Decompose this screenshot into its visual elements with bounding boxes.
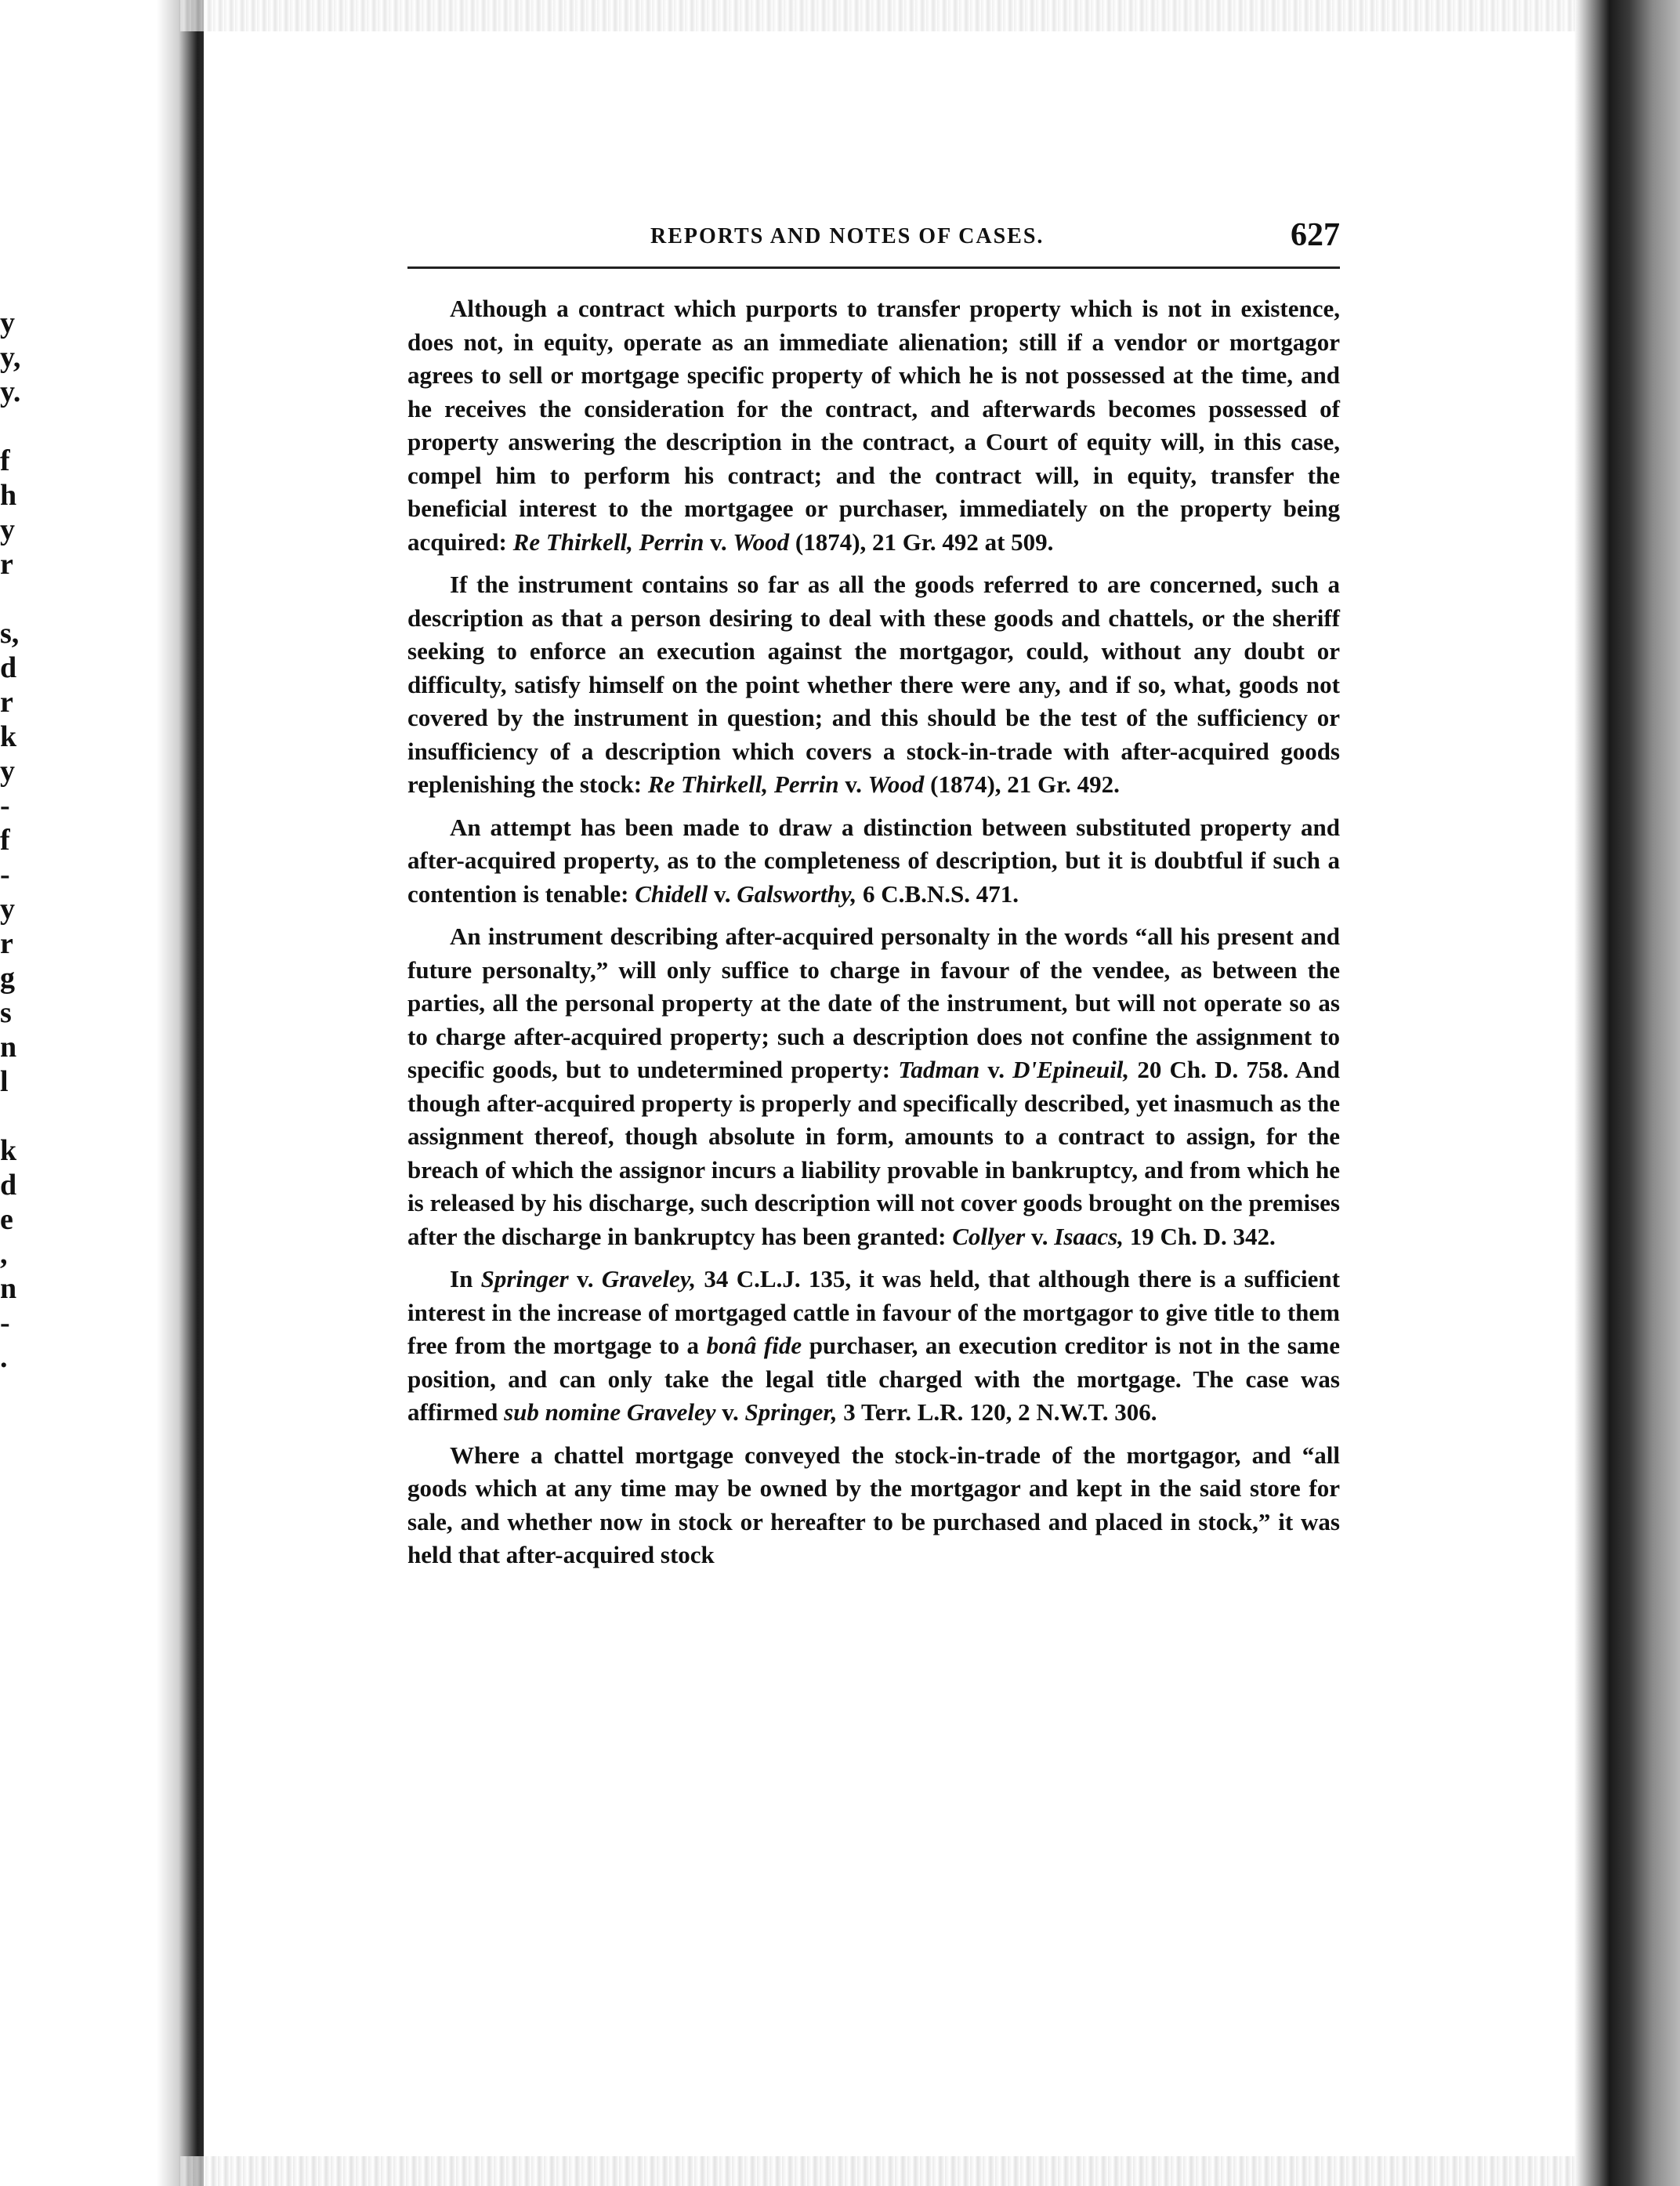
paragraph-text: Although a contract which purports to transfer property which is not in existence, does not, in equity, operate as an immediate alienation; still if a vendor or mortgagor agrees to sell or mortgage specific property of which he is not possessed at the time, and he receives the consideration for the contract, and afterwards becomes possessed of property answering the description in the contract, a Court of equity will, in this case, compel him to perform his contract; and the contract will, in equity, transfer the beneficial interest to the mortgagee or purchaser, immediately on the property being acquired:: [407, 295, 1340, 556]
bottom-scan-noise: [180, 2156, 1575, 2186]
paragraph-3: [407, 811, 1340, 912]
paragraph-text: An attempt has been made to draw a distinction between substituted property and after-acquired property, as to the completeness of description, but it is doubtful if such a contention is tenable:: [407, 813, 1340, 908]
bleed-through-glyph: k: [0, 1134, 17, 1167]
bleed-through-glyph: .: [0, 1341, 8, 1374]
case-name: Springer,: [744, 1398, 838, 1426]
paragraph-text: purchaser, an execution creditor is not in the same position, and can only take the legal title charged with the mortgage. The case was affirmed: [407, 1332, 1341, 1426]
versus: v.: [1025, 1222, 1055, 1250]
case-name: Galsworthy,: [737, 879, 857, 908]
versus: v.: [715, 1398, 745, 1426]
bleed-through-glyph: g: [0, 962, 15, 995]
paragraph-text: An instrument describing after-acquired personalty in the words “all his present and future personalty,” will only suffice to charge in favour of the vendee, as between the parties, all the personal property at the date of the instrument, but will not operate so as to charge after-acquired property; such a description does not confine the assignment to specific goods, but to undetermined property:: [407, 923, 1340, 1083]
bleed-through-glyph: y: [0, 755, 15, 788]
case-name: D'Epineuil,: [1012, 1056, 1130, 1083]
bleed-through-glyph: y: [0, 513, 15, 546]
paragraph-2: [407, 568, 1340, 802]
bleed-through-glyph: r: [0, 927, 13, 960]
top-scan-noise: [180, 0, 1575, 31]
bleed-through-glyph: y: [0, 306, 15, 339]
bleed-through-glyph: -: [0, 1307, 10, 1340]
paragraph-4: [407, 920, 1340, 1253]
versus: v.: [568, 1265, 602, 1292]
bleed-through-glyph: [0, 409, 20, 444]
header-rule: [407, 266, 1340, 269]
page-number: 627: [1291, 217, 1340, 253]
case-name: Re Thirkell, Perrin: [512, 527, 704, 556]
case-name: Tadman: [898, 1056, 980, 1083]
citation: (1874), 21 Gr. 492 at 509.: [789, 527, 1054, 556]
running-head: [407, 213, 1340, 263]
paragraph-5: [407, 1263, 1340, 1430]
bleed-through-glyph: e: [0, 1203, 13, 1236]
bleed-through-glyph: n: [0, 1031, 17, 1064]
right-page-edge: [1574, 0, 1680, 2186]
bleed-through-glyph: f: [0, 824, 10, 857]
bleed-through-glyph: -: [0, 858, 10, 891]
versus: v.: [979, 1056, 1013, 1083]
paragraph-text: 20 Ch. D. 758. And though after-acquired property is properly and specifically described, yet inasmuch as the assignment thereof, though absolute in form, amounts to a contract to assign, for the breach of which the assignor incurs a liability provable in bankruptcy, and from which he is released by his discharge, such description will not cover goods brought on the premises after the discharge in bankruptcy has been granted:: [407, 1056, 1340, 1250]
bleed-through-glyph: h: [0, 479, 17, 512]
bleed-through-glyph: [0, 1099, 20, 1133]
bleed-through-glyph: l: [0, 1065, 9, 1098]
versus: v.: [838, 770, 868, 798]
paragraph-text: In: [450, 1265, 481, 1292]
versus: v.: [704, 527, 733, 556]
versus: v.: [708, 879, 737, 908]
citation: 6 C.B.N.S. 471.: [856, 879, 1019, 908]
left-binding-shadow: [0, 0, 204, 2186]
latin-phrase: bonâ fide: [706, 1332, 802, 1359]
case-name: Wood: [733, 527, 790, 556]
bleed-through-glyph: n: [0, 1272, 17, 1305]
bleed-through-glyph: r: [0, 686, 13, 719]
paragraph-text: If the instrument contains so far as all the goods referred to are concerned, such a description as that a person desiring to deal with these goods and chattels, or the sheriff seeking to enforce an execution against the mortgagor, could, without any doubt or difficulty, satisfy himself on the point whether there were any, and if so, what, goods not covered by the instrument in question; and this should be the test of the sufficiency or insufficiency of a description which covers a stock-in-trade with after-acquired goods replenishing the stock:: [407, 571, 1340, 798]
bleed-through-glyph: [0, 582, 20, 616]
bleed-through-glyph: y.: [0, 375, 20, 408]
case-name: Wood: [867, 770, 925, 798]
bleed-through-glyph: -: [0, 789, 10, 822]
bleed-through-glyph: s,: [0, 617, 20, 650]
bleed-through-glyph: y,: [0, 341, 20, 374]
running-head-title: REPORTS AND NOTES OF CASES.: [650, 224, 1045, 248]
bleed-through-glyph: r: [0, 548, 13, 581]
paragraph-text: Where a chattel mortgage conveyed the stock-in-trade of the mortgagor, and “all goods which at any time may be owned by the mortgagor and kept in the said store for sale, and whether now in stock or hereafter to be purchased and placed in stock,” it was held that after-acquired stock: [407, 1441, 1340, 1568]
paragraph-text: 34 C.L.J. 135, it was held, that although there is a sufficient interest in the increase of mortgaged cattle in favour of the mortgagor to give title to them free from the mortgage to a: [407, 1265, 1340, 1359]
latin-phrase: sub nomine Graveley: [504, 1398, 716, 1426]
case-name: Graveley,: [601, 1265, 697, 1292]
bleed-through-glyph: k: [0, 720, 17, 753]
paragraph-6: [407, 1439, 1340, 1572]
document-page: [407, 213, 1340, 1582]
bleed-through-glyph: d: [0, 1169, 17, 1202]
facing-page-bleed-through: [0, 306, 20, 1375]
case-name: Isaacs,: [1054, 1222, 1124, 1250]
bleed-through-glyph: y: [0, 893, 15, 926]
case-name: Springer: [480, 1265, 569, 1292]
paragraph-1: [407, 292, 1340, 559]
bleed-through-glyph: f: [0, 444, 10, 477]
bleed-through-glyph: ,: [0, 1238, 8, 1271]
case-name: Re Thirkell, Perrin: [647, 770, 839, 798]
bleed-through-glyph: s: [0, 996, 12, 1029]
case-name: Chidell: [635, 879, 708, 908]
citation: (1874), 21 Gr. 492.: [924, 770, 1120, 798]
bleed-through-glyph: d: [0, 651, 17, 684]
citation: 3 Terr. L.R. 120, 2 N.W.T. 306.: [837, 1398, 1157, 1426]
case-name: Collyer: [952, 1222, 1026, 1250]
citation: 19 Ch. D. 342.: [1123, 1222, 1276, 1250]
